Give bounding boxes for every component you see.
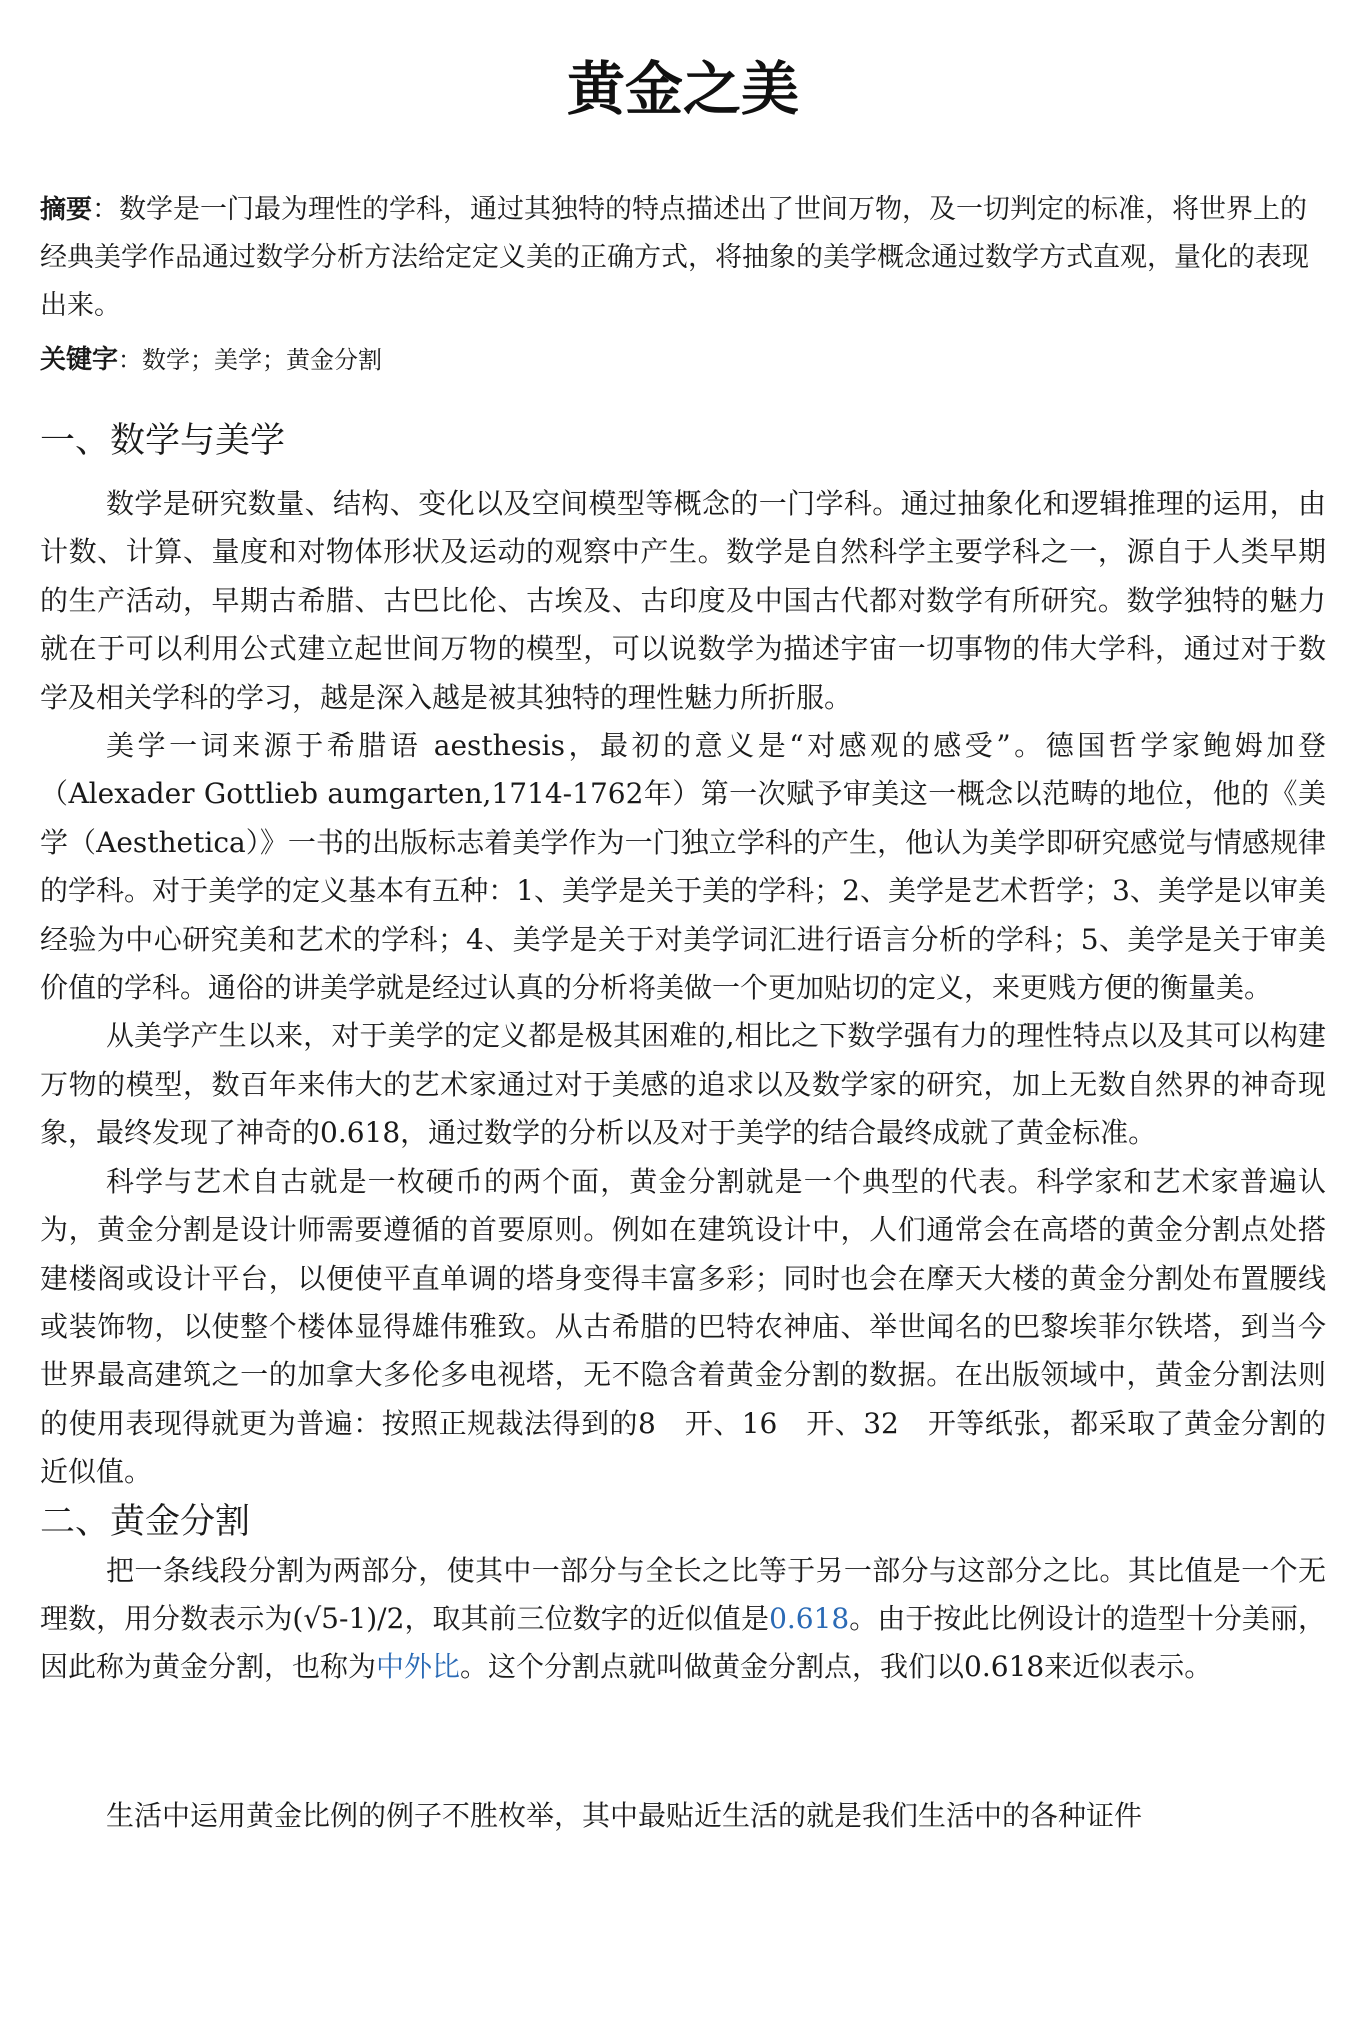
golden-ratio-link[interactable]: 0.618 <box>769 1601 850 1635</box>
section1-paragraph: 数学是研究数量、结构、变化以及空间模型等概念的一门学科。通过抽象化和逻辑推理的运用，由计数、计算、量度和对物体形状及运动的观察中产生。数学是自然科学主要学科之一，源自于人类早期的生产活动，早期古希腊、古巴比伦、古埃及、古印度及中国古代都对数学有所研究。数学独特的魅力就在于可以利用公式建立起世间万物的模型，可以说数学为描述宇宙一切事物的伟大学科，通过对于数学及相关学科的学习，越是深入越是被其独特的理性魅力所折服。 <box>40 487 1326 714</box>
section1-heading: 一、数学与美学 <box>40 421 286 461</box>
section1-paragraph: 科学与艺术自古就是一枚硬币的两个面，黄金分割就是一个典型的代表。科学家和艺术家普遍认为，黄金分割是设计师需要遵循的首要原则。例如在建筑设计中，人们通常会在高塔的黄金分割点处搭建楼阁或设计平台，以便使平直单调的塔身变得丰富多彩；同时也会在摩天大楼的黄金分割处布置腰线或装饰物，以使整个楼体显得雄伟雅致。从古希腊的巴特农神庙、举世闻名的巴黎埃菲尔铁塔，到当今世界最高建筑之一的加拿大多伦多电视塔，无不隐含着黄金分割的数据。在出版领域中，黄金分割法则的使用表现得就更为普遍：按照正规裁法得到的8 开、16 开、32 开等纸张，都采取了黄金分割的近似值。 <box>40 1164 1326 1489</box>
section1-paragraph: 美学一词来源于希腊语 aesthesis，最初的意义是“对感观的感受”。德国哲学家鲍姆加登（Alexader Gottlieb aumgarten,1714-1762年）第一次赋予审美这一概念以范畴的地位，他的《美学（Aesthetica）》一书的出版标志着美学作为一门独立学科的产生，他认为美学即研究感觉与情感规律的学科。对于美学的定义基本有五种：1、美学是关于美的学科；2、美学是艺术哲学；3、美学是以审美经验为中心研究美和艺术的学科；4、美学是关于对美学词汇进行语言分析的学科；5、美学是关于审美价值的学科。通俗的讲美学就是经过认真的分析将美做一个更加贴切的定义，来更贱方便的衡量美。 <box>40 729 1326 1005</box>
extreme-mean-ratio-link[interactable]: 中外比 <box>376 1650 461 1684</box>
section2-text: 把一条线段分割为两部分，使其中一部分与全长之比等于另一部分与这部分之比。其比值是一个无理数，用分数表示为(√5-1)/2，取其前三位数字的近似值是 <box>40 1553 1326 1635</box>
section2-paragraph: 生活中运用黄金比例的例子不胜枚举，其中最贴近生活的就是我们生活中的各种证件 <box>106 1798 1143 1832</box>
section2-heading: 二、黄金分割 <box>40 1501 251 1542</box>
keywords-block <box>40 336 1326 384</box>
section1-paragraph: 从美学产生以来，对于美学的定义都是极其困难的,相比之下数学强有力的理性特点以及其可以构建万物的模型，数百年来伟大的艺术家通过对于美感的追求以及数学家的研究，加上无数自然界的神奇现象，最终发现了神奇的0.618，通过数学的分析以及对于美学的结合最终成就了黄金标准。 <box>40 1019 1326 1150</box>
section2-paragraph <box>40 1547 1326 1692</box>
section2-text: 。由于按此比例设计的造型十分美丽，因此称为黄金分割，也称为 <box>40 1601 1326 1684</box>
abstract-label: 摘要 <box>40 195 93 225</box>
section2-text: 。这个分割点就叫做黄金分割点，我们以0.618来近似表示。 <box>460 1650 1213 1684</box>
abstract-text: ：数学是一门最为理性的学科，通过其独特的特点描述出了世间万物，及一切判定的标准，将世界上的经典美学作品通过数学分析方法给定定义美的正确方式，将抽象的美学概念通过数学方式直观，量化的表现出来。 <box>40 194 1309 321</box>
paragraph-gap <box>40 1692 1326 1792</box>
document-title: 黄金之美 <box>566 55 799 123</box>
document-page <box>40 0 1326 1840</box>
keywords-text: ：数学；美学；黄金分割 <box>118 346 383 374</box>
keywords-label: 关键字 <box>40 345 119 375</box>
abstract-block <box>40 186 1326 330</box>
